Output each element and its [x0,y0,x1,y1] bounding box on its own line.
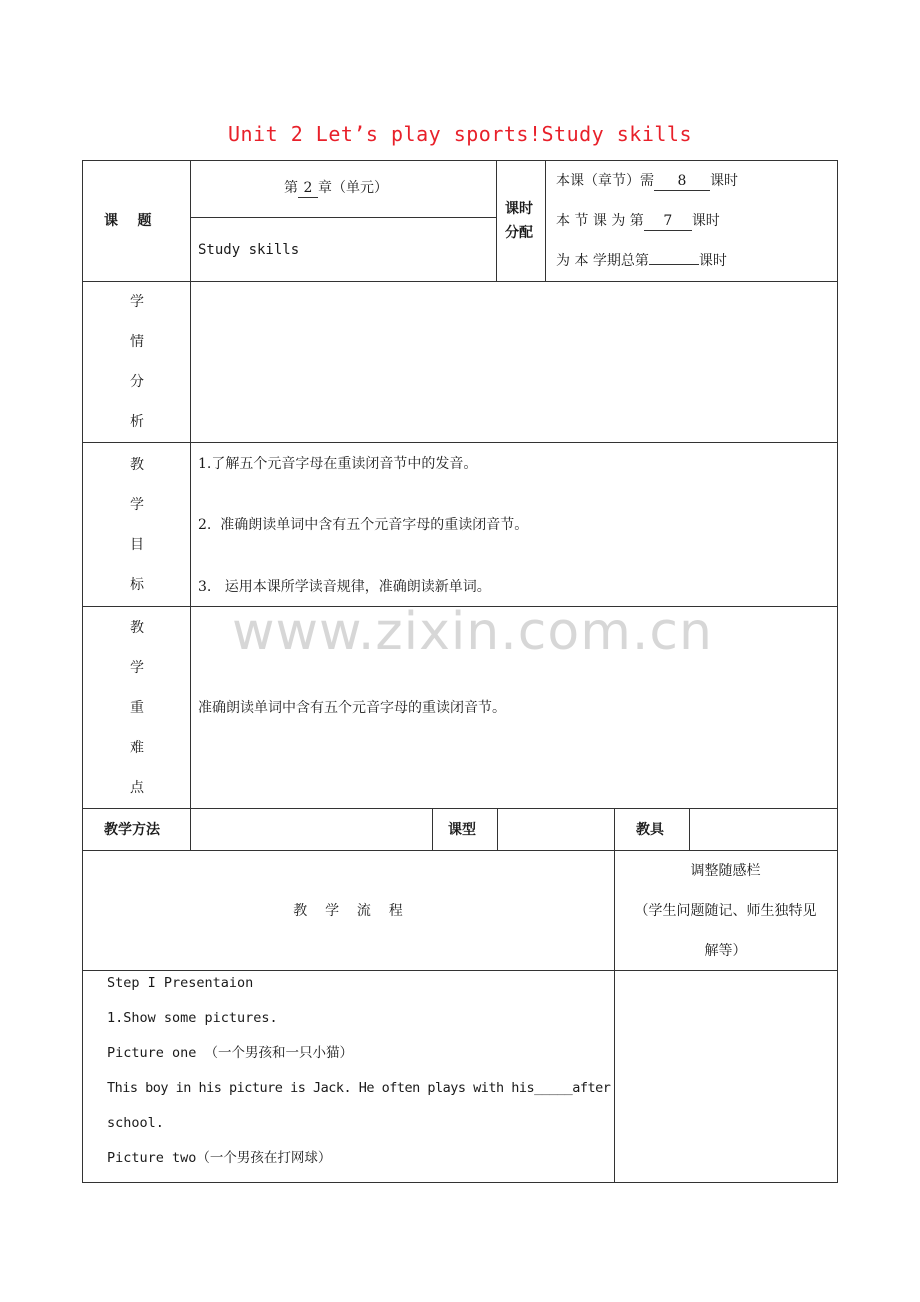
keypoints-label-char: 难 [130,740,144,756]
keypoints-content: 准确朗读单词中含有五个元音字母的重读闭音节。 [198,700,506,716]
flow-label: 教 学 流 程 [293,903,403,919]
notes-subtitle-end: 解等） [704,943,747,959]
flow-line: school. [107,1115,164,1131]
alloc-total-value: 8 [654,172,710,191]
alloc-label-1: 课时 [505,201,533,217]
alloc-current-suffix: 课时 [691,213,720,229]
alloc-total [556,172,738,191]
alloc-label-2: 分配 [505,225,533,241]
analysis-label-char: 学 [130,294,144,310]
keypoints-label-char: 重 [130,700,144,716]
keypoints-label-char: 学 [130,660,144,676]
lesson-title: Study skills [198,242,300,258]
alloc-semester-suffix: 课时 [698,253,727,269]
goals-label-char: 目 [130,537,144,553]
alloc-current-value: 7 [644,212,692,231]
alloc-total-prefix: 本课（章节）需 [556,173,654,189]
analysis-label-char: 析 [130,414,144,430]
notes-subtitle: （学生问题随记、师生独特见 [634,903,817,919]
alloc-current [556,212,720,231]
alloc-semester [556,252,727,270]
analysis-label-char: 情 [130,334,144,350]
goals-label-char: 教 [130,457,144,473]
alloc-total-suffix: 课时 [710,173,738,189]
flow-line: 1.Show some pictures. [107,1010,278,1026]
notes-title: 调整随感栏 [690,863,761,879]
alloc-semester-value [649,264,699,265]
analysis-label [126,293,148,453]
goals-label-char: 学 [130,497,144,513]
topic-label: 课 题 [104,213,152,229]
document-title: Unit 2 Let’s play sports!Study skills [227,122,693,146]
flow-line: Picture one （一个男孩和一只小猫） [107,1045,354,1061]
goal-item: 3. 运用本课所学读音规律，准确朗读新单词。 [198,579,491,595]
keypoints-label-char: 教 [130,620,144,636]
type-label: 课型 [448,822,476,838]
alloc-semester-prefix: 为 本 学期总第 [556,253,649,269]
flow-line: Picture two（一个男孩在打网球） [107,1150,332,1166]
chapter-prefix: 第 [284,180,298,196]
keypoints-label [126,619,148,819]
goals-label [126,456,148,616]
chapter-cell [284,179,388,198]
watermark: www.zixin.com.cn [232,602,713,662]
tools-label: 教具 [636,822,664,838]
alloc-current-prefix: 本 节 课 为 第 [556,213,644,229]
keypoints-label-char: 点 [130,780,144,796]
goal-item: 1.了解五个元音字母在重读闭音节中的发音。 [198,456,478,472]
flow-line: Step I Presentaion [107,975,254,991]
analysis-label-char: 分 [130,374,144,390]
chapter-number: 2 [298,179,318,198]
chapter-suffix: 章（单元） [318,180,388,196]
goals-label-char: 标 [130,577,144,593]
flow-line: This boy in his picture is Jack. He often plays with his_____after [107,1080,611,1096]
method-label: 教学方法 [104,822,160,838]
goal-item: 2. 准确朗读单词中含有五个元音字母的重读闭音节。 [198,517,529,533]
